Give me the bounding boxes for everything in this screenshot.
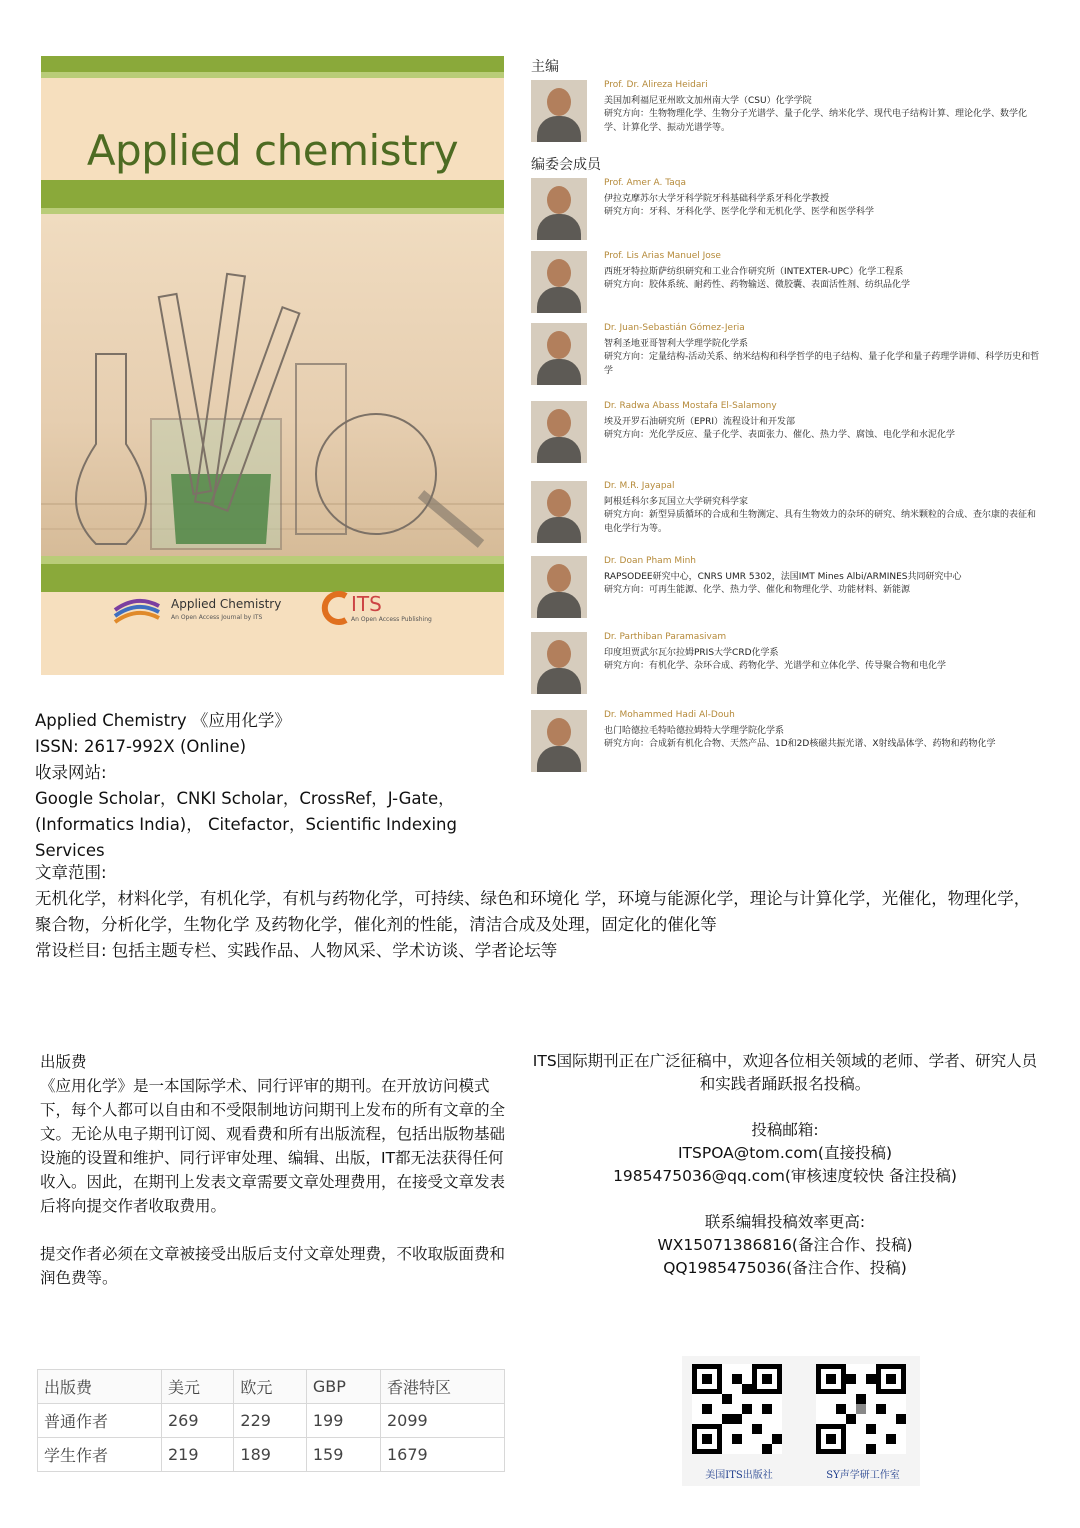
editor-research: 研究方向：生物物理化学、生物分子光谱学、量子化学、纳米化学、现代电子结构计算、理论化学、数学化学、计算化学、振动光谱学等。 bbox=[604, 109, 1028, 133]
cover-band bbox=[41, 556, 504, 564]
editor-name: Prof. Dr. Alireza Heidari bbox=[604, 80, 708, 90]
fees-section bbox=[40, 1050, 510, 1290]
fees-paragraph: 《应用化学》是一本国际学术、同行评审的期刊。在开放访问模式下，每个人都可以自由和不受限制地访问期刊上发布的所有文章的全文。无论从电子期刊订阅、观看费和所有出版流程，包括出版物基础设施的设置和维护、同行评审处理、编辑、出版，IT都无法获得任何收入。因此，在期刊上发表文章需要文章处理费用，在接受文章发表后将向提交作者收取费用。 bbox=[40, 1077, 506, 1215]
editorial-board-heading: 编委会成员 bbox=[531, 157, 601, 173]
qr-codes-panel bbox=[682, 1356, 920, 1486]
applied-chemistry-logo-icon bbox=[113, 592, 161, 628]
editor-name: Prof. Amer A. Taqa bbox=[604, 178, 687, 188]
fees-table bbox=[37, 1369, 505, 1472]
editor-research: 研究方向：胶体系统、耐药性、药物输送、微胶囊、表面活性剂、纺织品化学 bbox=[604, 280, 911, 290]
qq-contact: QQ1985475036(备注合作、投稿) bbox=[663, 1259, 907, 1277]
table-cell: 学生作者 bbox=[38, 1438, 162, 1472]
table-cell: 199 bbox=[306, 1404, 380, 1438]
editor-name: Dr. Parthiban Paramasivam bbox=[604, 632, 727, 642]
indexed-label: 收录网站: bbox=[35, 763, 107, 782]
editor-affiliation: 西班牙特拉斯萨纺织研究和工业合作研究所（INTEXTER-UPC）化学工程系 bbox=[604, 267, 904, 277]
table-header-cell: GBP bbox=[306, 1370, 380, 1404]
fees-heading: 出版费 bbox=[40, 1053, 87, 1071]
fees-paragraph: 提交作者必须在文章被接受出版后支付文章处理费，不收取版面费和润色费等。 bbox=[40, 1245, 506, 1287]
editor-photo bbox=[531, 556, 587, 618]
editor-name: Dr. M.R. Jayapal bbox=[604, 481, 675, 491]
editor-photo bbox=[531, 323, 587, 385]
email-address[interactable]: ITSPOA@tom.com(直接投稿) bbox=[677, 1144, 893, 1162]
editor-affiliation: 美国加利福尼亚州欧文加州南大学（CSU）化学学院 bbox=[604, 96, 812, 106]
table-header-cell: 欧元 bbox=[234, 1370, 306, 1404]
editor-research: 研究方向：新型异质循环的合成和生物测定、具有生物效力的杂环的研究、纳米颗粒的合成、查尔康的表征和电化学行为等。 bbox=[604, 510, 1037, 534]
editor-name: Dr. Juan-Sebastián Gómez-Jeria bbox=[604, 323, 745, 333]
editor-research: 研究方向：有机化学、杂环合成、药物化学、光谱学和立体化学、传导聚合物和电化学 bbox=[604, 661, 947, 671]
chief-editor-heading: 主编 bbox=[531, 59, 559, 75]
cover-band bbox=[41, 56, 504, 72]
cover-logo1-subtitle: An Open Access Journal by ITS bbox=[171, 614, 263, 621]
editor-name: Dr. Radwa Abass Mostafa El-Salamony bbox=[604, 401, 777, 411]
editor-name: Dr. Doan Pham Minh bbox=[604, 556, 696, 566]
journal-name: Applied Chemistry 《应用化学》 bbox=[35, 711, 291, 730]
editor-photo bbox=[531, 178, 587, 240]
editor-affiliation: 也门哈德拉毛特哈德拉姆特大学理学院化学系 bbox=[604, 726, 785, 736]
qr-code-icon bbox=[816, 1364, 906, 1454]
editor-affiliation: RAPSODEE研究中心，CNRS UMR 5302，法国IMT Mines Albi/ARMINES共同研究中心 bbox=[604, 572, 962, 582]
wechat-contact: WX15071386816(备注合作、投稿) bbox=[657, 1236, 913, 1254]
editor-affiliation: 智利圣地亚哥智利大学理学院化学系 bbox=[604, 339, 749, 349]
cover-band bbox=[41, 180, 504, 208]
editor-affiliation: 印度坦贾武尔瓦尔拉姆PRIS大学CRD化学系 bbox=[604, 648, 779, 658]
call-for-papers-text: ITS国际期刊正在广泛征稿中，欢迎各位相关领域的老师、学者、研究人员和实践者踊跃报名投稿。 bbox=[532, 1052, 1038, 1093]
table-header-cell: 美元 bbox=[161, 1370, 233, 1404]
qr-caption: 美国ITS出版社 bbox=[705, 1470, 773, 1481]
editor-photo bbox=[531, 251, 587, 313]
scope-label: 文章范围: bbox=[35, 863, 107, 882]
table-cell: 普通作者 bbox=[38, 1404, 162, 1438]
table-header-cell: 出版费 bbox=[38, 1370, 162, 1404]
cover-logo2-title: ITS bbox=[351, 592, 382, 616]
cover-logo2-subtitle: An Open Access Publishing bbox=[351, 616, 432, 623]
scope-text: 无机化学，材料化学，有机化学，有机与药物化学，可持续、绿色和环境化 学，环境与能源化学，理论与计算化学，光催化，物理化学，聚合物，分析化学，生物化学 及药物化学，催化剂的性能，清洁合成及处理，固定化的催化等 bbox=[35, 889, 1031, 934]
columns-text: 常设栏目: 包括主题专栏、实践作品、人物风采、学术访谈、学者论坛等 bbox=[35, 941, 558, 960]
table-cell: 159 bbox=[306, 1438, 380, 1472]
table-cell: 2099 bbox=[380, 1404, 504, 1438]
table-cell: 189 bbox=[234, 1438, 306, 1472]
email-address[interactable]: 1985475036@qq.com(审核速度较快 备注投稿) bbox=[613, 1167, 957, 1185]
editor-name: Prof. Lis Arias Manuel Jose bbox=[604, 251, 721, 261]
table-row bbox=[38, 1438, 505, 1472]
editor-photo bbox=[531, 80, 587, 142]
indexed-list: Services bbox=[35, 841, 105, 860]
table-cell: 1679 bbox=[380, 1438, 504, 1472]
table-header-row bbox=[38, 1370, 505, 1404]
qr-code-icon bbox=[692, 1364, 782, 1454]
editor-contact-label: 联系编辑投稿效率更高: bbox=[704, 1213, 866, 1231]
editor-research: 研究方向：定量结构-活动关系、纳米结构和科学哲学的电子结构、量子化学和量子药理学讲师、科学历史和哲学 bbox=[604, 352, 1040, 376]
cover-logo1-title: Applied Chemistry bbox=[171, 597, 282, 611]
email-label: 投稿邮箱: bbox=[751, 1121, 819, 1139]
cover-band bbox=[41, 72, 504, 78]
journal-cover bbox=[41, 56, 504, 675]
editor-research: 研究方向：牙科、牙科化学、医学化学和无机化学、医学和医学科学 bbox=[604, 207, 875, 217]
cover-glassware-image bbox=[41, 214, 504, 556]
cover-band bbox=[41, 564, 504, 592]
editor-affiliation: 埃及开罗石油研究所（EPRI）流程设计和开发部 bbox=[604, 417, 796, 427]
cover-title: Applied chemistry bbox=[86, 126, 459, 175]
journal-issn: ISSN: 2617-992X (Online) bbox=[35, 737, 247, 756]
editor-research: 研究方向：光化学反应、量子化学、表面张力、催化、热力学、腐蚀、电化学和水泥化学 bbox=[604, 430, 956, 440]
table-cell: 269 bbox=[161, 1404, 233, 1438]
contact-section bbox=[530, 1050, 1040, 1280]
editor-name: Dr. Mohammed Hadi Al-Douh bbox=[604, 710, 735, 720]
editor-photo bbox=[531, 401, 587, 463]
table-header-cell: 香港特区 bbox=[380, 1370, 504, 1404]
editor-research: 研究方向：合成新有机化合物、天然产品、1D和2D核磁共振光谱、X射线晶体学、药物和药物化学 bbox=[604, 739, 996, 749]
qr-caption: SY声学研工作室 bbox=[826, 1470, 900, 1481]
editor-photo bbox=[531, 632, 587, 694]
editor-affiliation: 阿根廷科尔多瓦国立大学研究科学家 bbox=[604, 497, 749, 507]
its-logo-icon bbox=[321, 590, 351, 626]
editor-photo bbox=[531, 481, 587, 543]
editor-photo bbox=[531, 710, 587, 772]
table-row bbox=[38, 1404, 505, 1438]
editor-research: 研究方向：可再生能源、化学、热力学、催化和物理化学、功能材料、新能源 bbox=[604, 585, 911, 595]
editor-affiliation: 伊拉克摩苏尔大学牙科学院牙科基础科学系牙科化学教授 bbox=[604, 194, 830, 204]
indexed-list: (Informatics India)， Citefactor，Scientific Indexing bbox=[35, 815, 457, 834]
table-cell: 229 bbox=[234, 1404, 306, 1438]
table-cell: 219 bbox=[161, 1438, 233, 1472]
indexed-list: Google Scholar，CNKI Scholar，CrossRef，J-Gate， bbox=[35, 789, 455, 808]
